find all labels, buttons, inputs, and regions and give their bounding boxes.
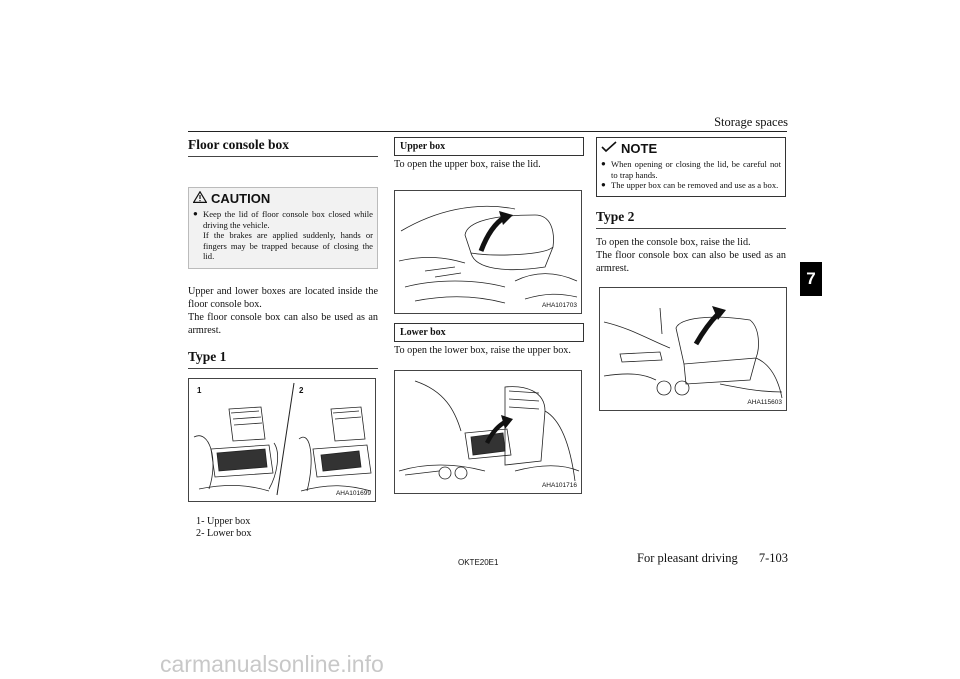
running-header: Storage spaces bbox=[714, 115, 788, 129]
caution-label: CAUTION bbox=[211, 191, 271, 206]
chapter-tab[interactable]: 7 bbox=[800, 262, 822, 296]
legend-item: 2- Lower box bbox=[196, 528, 252, 539]
type2-figure bbox=[599, 287, 787, 411]
note-item bbox=[601, 180, 781, 191]
figure-code: AHA101716 bbox=[541, 482, 577, 489]
note-label: NOTE bbox=[621, 141, 658, 156]
lower-box-heading: Lower box bbox=[394, 323, 584, 342]
warning-triangle-icon bbox=[193, 191, 207, 206]
paragraph: The floor console box can also be used as an armrest. bbox=[188, 311, 378, 336]
header-rule bbox=[188, 131, 787, 132]
bullet-icon: ● bbox=[193, 209, 198, 218]
bullet-icon: ● bbox=[601, 180, 606, 189]
upper-box-illustration bbox=[395, 191, 581, 313]
type1-figure bbox=[188, 378, 376, 502]
section-title: Floor console box bbox=[188, 137, 378, 157]
lower-box-text: To open the lower box, raise the upper box. bbox=[394, 345, 571, 356]
caution-header bbox=[193, 191, 373, 206]
left-column bbox=[188, 137, 378, 541]
paragraph: The floor console box can also be used as an armrest. bbox=[596, 249, 786, 274]
intro-paragraph bbox=[188, 285, 378, 337]
note-text: The upper box can be removed and use as a box. bbox=[611, 180, 779, 190]
caution-box bbox=[188, 187, 378, 269]
note-header bbox=[601, 141, 781, 156]
callout-2: 2 bbox=[299, 385, 304, 395]
note-text: When opening or closing the lid, be careful not to trap hands. bbox=[611, 159, 781, 180]
chapter-title: For pleasant driving bbox=[637, 551, 738, 565]
upper-box-figure bbox=[394, 190, 582, 314]
page-number: 7-103 bbox=[758, 551, 788, 565]
upper-box-text: To open the upper box, raise the lid. bbox=[394, 159, 541, 170]
watermark: carmanualsonline.info bbox=[160, 651, 384, 677]
type2-title: Type 2 bbox=[596, 209, 786, 229]
figure-code: AHA101703 bbox=[541, 302, 577, 309]
figure-legend bbox=[188, 516, 378, 541]
paragraph: Upper and lower boxes are located inside the floor console box. bbox=[188, 285, 378, 310]
upper-box-heading: Upper box bbox=[394, 137, 584, 156]
paragraph: To open the console box, raise the lid. bbox=[596, 236, 751, 248]
note-box bbox=[596, 137, 786, 197]
pencil-check-icon bbox=[601, 141, 617, 156]
lower-box-illustration bbox=[395, 371, 581, 493]
type1-title: Type 1 bbox=[188, 349, 378, 369]
figure-code: AHA101699 bbox=[335, 489, 371, 497]
middle-column bbox=[394, 137, 584, 494]
lower-box-figure bbox=[394, 370, 582, 494]
type2-paragraph bbox=[596, 236, 786, 275]
caution-item bbox=[193, 209, 373, 262]
console-box-illustration bbox=[189, 379, 375, 501]
document-code: OKTE20E1 bbox=[458, 558, 499, 567]
bullet-icon: ● bbox=[601, 159, 606, 168]
callout-1: 1 bbox=[197, 385, 202, 395]
right-column bbox=[596, 137, 786, 411]
caution-text: If the brakes are applied suddenly, hands or fingers may be trapped because of closing the lid. bbox=[203, 230, 373, 261]
type2-console-illustration bbox=[600, 288, 786, 410]
figure-code: AHA115603 bbox=[747, 398, 782, 406]
page-footer bbox=[619, 551, 788, 566]
legend-item: 1- Upper box bbox=[196, 515, 251, 527]
note-item bbox=[601, 159, 781, 180]
caution-text: Keep the lid of floor console box closed while driving the vehicle. bbox=[203, 209, 373, 230]
